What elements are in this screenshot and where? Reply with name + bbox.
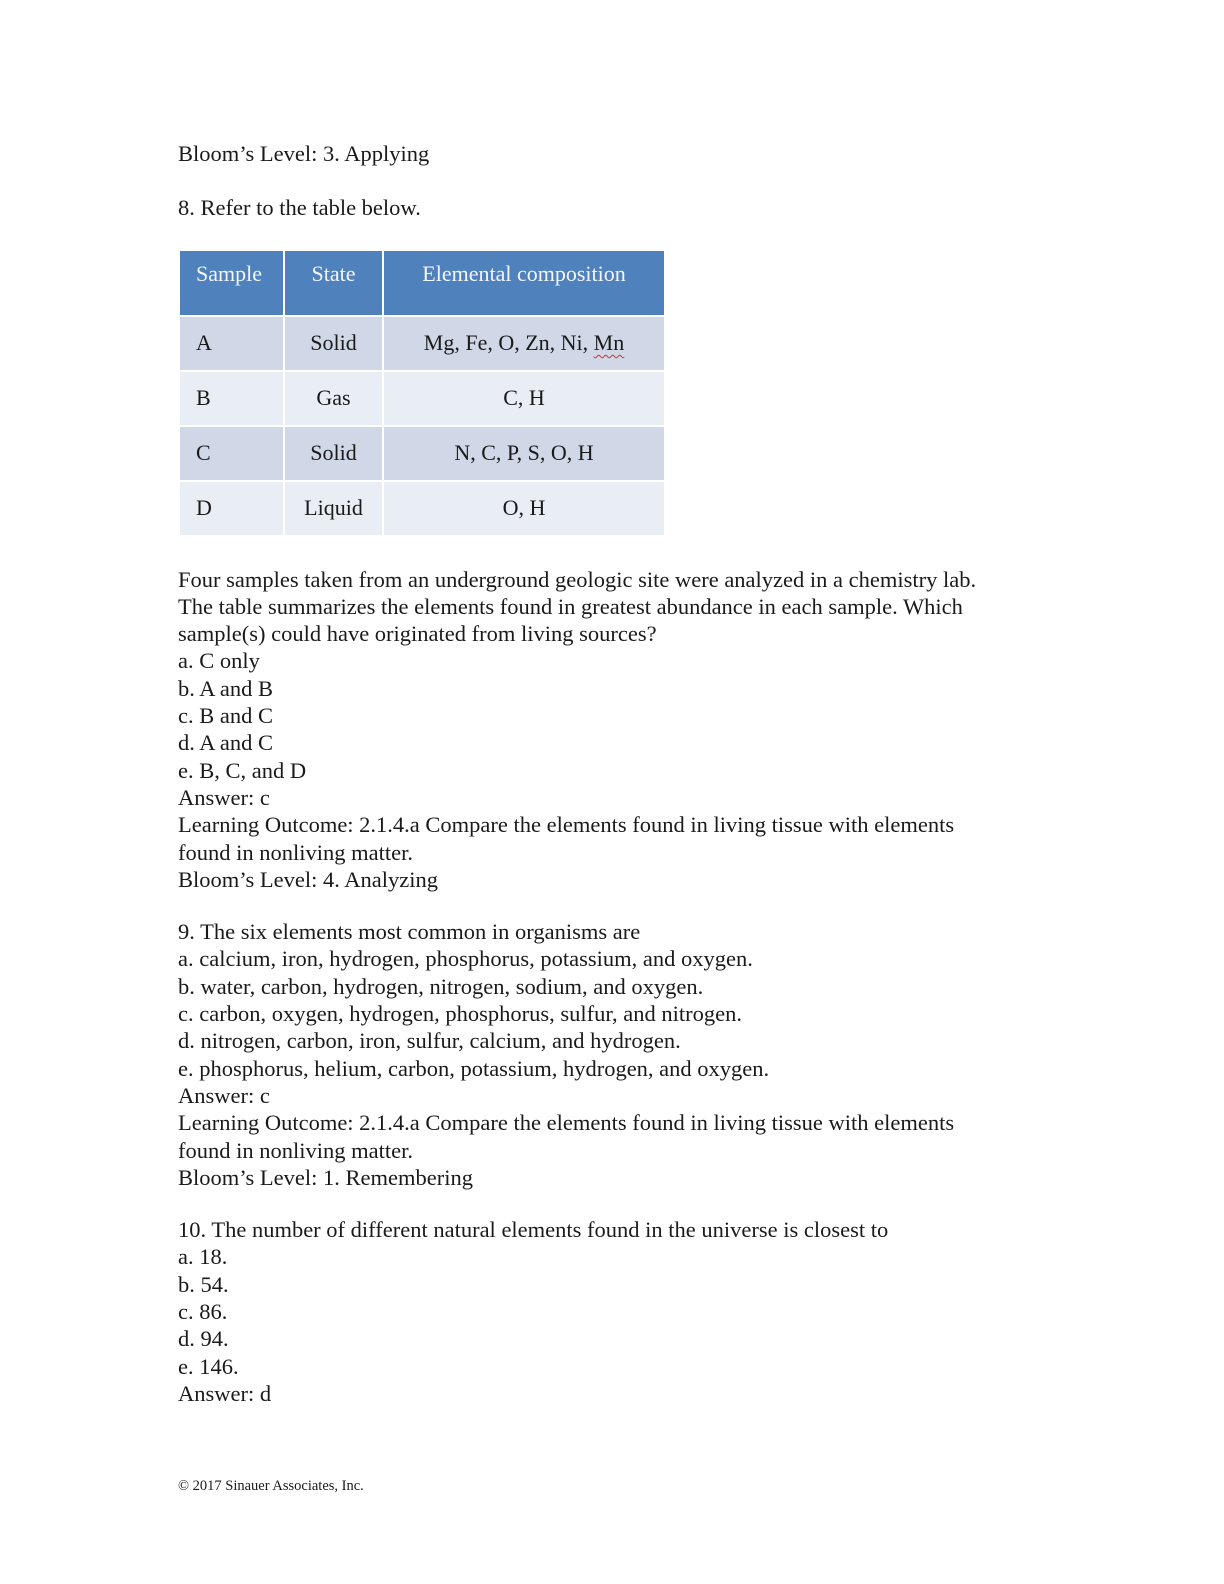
table-row	[180, 317, 664, 372]
question-8-option-c: c. B and C	[178, 703, 273, 729]
question-8-passage-line: Four samples taken from an underground geologic site were analyzed in a chemistry lab.	[178, 566, 977, 592]
document-body	[178, 140, 1058, 1407]
table-row	[180, 427, 664, 482]
cell-sample: C	[180, 427, 283, 482]
question-10-stem: 10. The number of different natural elements found in the universe is closest to	[178, 1217, 889, 1243]
question-8-option-a: a. C only	[178, 648, 260, 674]
cell-composition: O, H	[384, 482, 664, 537]
question-9-option-a: a. calcium, iron, hydrogen, phosphorus, potassium, and oxygen.	[178, 946, 753, 972]
cell-composition: C, H	[384, 372, 664, 427]
question-8-option-d: d. A and C	[178, 730, 274, 756]
header-composition: Elemental composition	[384, 251, 664, 317]
question-9-option-e: e. phosphorus, helium, carbon, potassium, hydrogen, and oxygen.	[178, 1055, 770, 1081]
question-10-option-d: d. 94.	[178, 1326, 229, 1352]
copyright-footer: © 2017 Sinauer Associates, Inc.	[178, 1478, 364, 1494]
sample-table	[178, 251, 664, 537]
question-8-stem: 8. Refer to the table below.	[178, 195, 421, 221]
question-9-bloom-level: Bloom’s Level: 1. Remembering	[178, 1164, 473, 1190]
question-10-option-b: b. 54.	[178, 1271, 229, 1297]
cell-composition	[384, 317, 664, 372]
table-header-row	[180, 251, 664, 317]
question-9-stem: 9. The six elements most common in organisms are	[178, 919, 641, 945]
cell-state: Solid	[285, 427, 382, 482]
question-9-option-b: b. water, carbon, hydrogen, nitrogen, sodium, and oxygen.	[178, 973, 704, 999]
question-10-answer: Answer: d	[178, 1380, 272, 1406]
question-9-option-d: d. nitrogen, carbon, iron, sulfur, calcium, and hydrogen.	[178, 1028, 681, 1054]
question-10-option-c: c. 86.	[178, 1299, 228, 1325]
cell-state: Gas	[285, 372, 382, 427]
question-9-option-c: c. carbon, oxygen, hydrogen, phosphorus, sulfur, and nitrogen.	[178, 1001, 742, 1027]
cell-sample: D	[180, 482, 283, 537]
composition-text: Mg, Fe, O, Zn, Ni,	[423, 330, 594, 356]
header-state: State	[285, 251, 382, 317]
question-8-bloom-level: Bloom’s Level: 4. Analyzing	[178, 866, 438, 892]
question-8-passage-line: The table summarizes the elements found in greatest abundance in each sample. Which	[178, 593, 963, 619]
bloom-level-q7: Bloom’s Level: 3. Applying	[178, 141, 430, 166]
cell-state: Liquid	[285, 482, 382, 537]
question-10-option-a: a. 18.	[178, 1244, 228, 1270]
cell-composition: N, C, P, S, O, H	[384, 427, 664, 482]
question-8-answer: Answer: c	[178, 784, 270, 810]
cell-state: Solid	[285, 317, 382, 372]
question-8-option-e: e. B, C, and D	[178, 757, 307, 783]
question-8-outcome-line: Learning Outcome: 2.1.4.a Compare the elements found in living tissue with elements	[178, 812, 955, 838]
question-9-outcome-line: Learning Outcome: 2.1.4.a Compare the elements found in living tissue with elements	[178, 1110, 955, 1136]
table-row	[180, 372, 664, 427]
question-8-option-b: b. A and B	[178, 675, 274, 701]
table-row	[180, 482, 664, 537]
cell-sample: A	[180, 317, 283, 372]
question-8-outcome-line: found in nonliving matter.	[178, 839, 413, 865]
cell-sample: B	[180, 372, 283, 427]
question-10-option-e: e. 146.	[178, 1353, 239, 1379]
question-9-answer: Answer: c	[178, 1082, 270, 1108]
question-9-outcome-line: found in nonliving matter.	[178, 1137, 413, 1163]
header-sample: Sample	[180, 251, 283, 317]
spellcheck-flagged-word: Mn	[593, 330, 625, 356]
question-8-passage-line: sample(s) could have originated from living sources?	[178, 621, 657, 647]
